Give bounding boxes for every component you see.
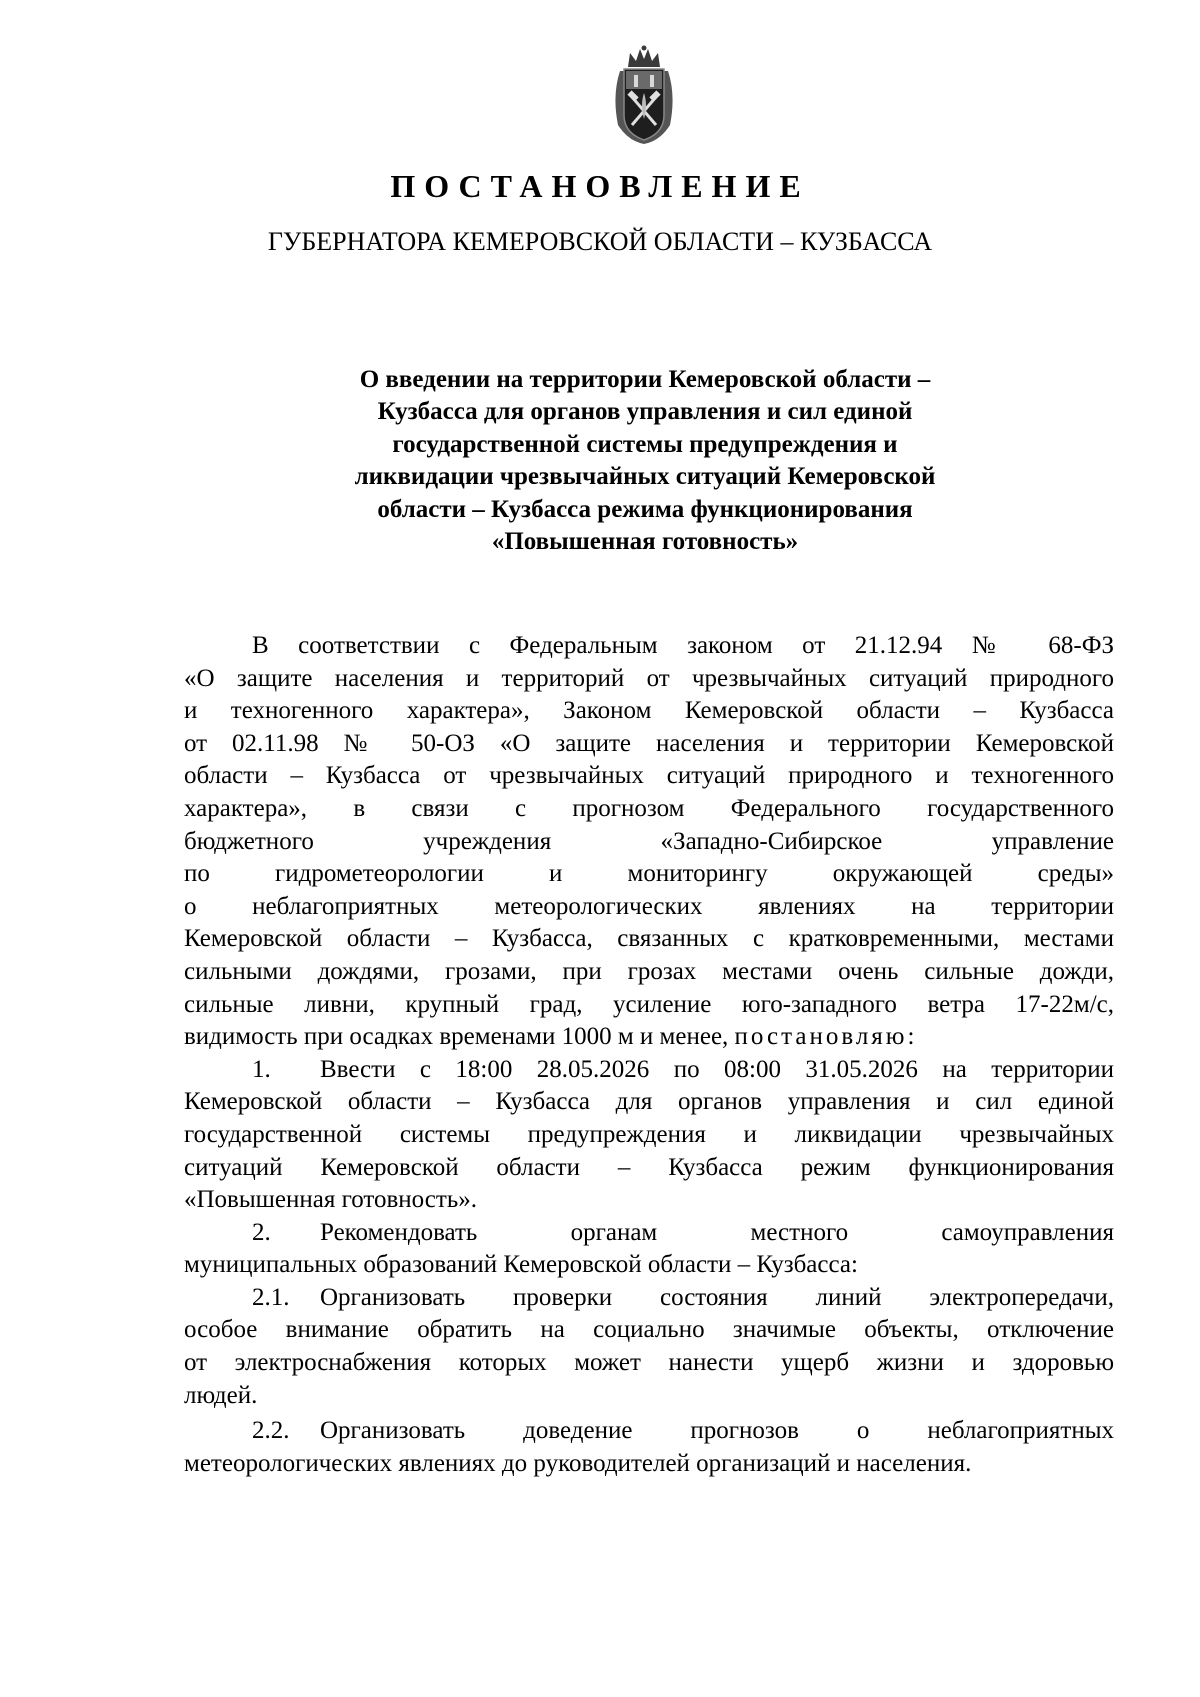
- body-line: сильными дождями, грозами, при грозах местами очень сильные дожди,: [184, 957, 1114, 985]
- body-line: по гидрометеорологии и мониторингу окружающей среды»: [184, 860, 1114, 888]
- body-line: особое внимание обратить на социально значимые объекты, отключение: [184, 1316, 1114, 1344]
- body-line: государственной системы предупреждения и ликвидации чрезвычайных: [184, 1120, 1114, 1148]
- coat-of-arms-icon: [606, 45, 682, 145]
- body-line: от электроснабжения которых может нанести ущерб жизни и здоровью: [184, 1349, 1114, 1377]
- subject-line: О введении на территории Кемеровской области –: [359, 366, 931, 393]
- item-text: Рекомендовать органам местного самоуправления: [320, 1218, 1114, 1246]
- body-line: Кемеровской области – Кузбасса, связанных с кратковременными, местами: [184, 925, 1114, 953]
- body-line: «О защите населения и территорий от чрезвычайных ситуаций природного: [184, 664, 1114, 692]
- body-line: ситуаций Кемеровской области – Кузбасса режим функционирования: [184, 1153, 1114, 1181]
- body-line: о неблагоприятных метеорологических явлениях на территории: [184, 892, 1114, 920]
- item-number: 1.: [252, 1055, 271, 1083]
- document-title: ПОСТАНОВЛЕНИЕ: [390, 168, 810, 204]
- body-line: людей.: [184, 1381, 258, 1409]
- item-2-1-line: [184, 1282, 1114, 1315]
- body-line: области – Кузбасса от чрезвычайных ситуаций природного и техногенного: [184, 762, 1114, 790]
- item-text: Ввести с 18:00 28.05.2026 по 08:00 31.05.2026 на территории: [320, 1055, 1114, 1083]
- document-issuer: ГУБЕРНАТОРА КЕМЕРОВСКОЙ ОБЛАСТИ – КУЗБАССА: [267, 227, 933, 256]
- item-2-2-line: [184, 1415, 1114, 1448]
- item-1-line: [184, 1054, 1114, 1087]
- item-number: 2.1.: [252, 1283, 290, 1311]
- body-line: В соответствии с Федеральным законом от 21.12.94 № 68-ФЗ: [252, 632, 1114, 659]
- body-line: метеорологических явлениях до руководителей организаций и населения.: [184, 1449, 972, 1477]
- body-line: сильные ливни, крупный град, усиление юго-западного ветра 17-22м/с,: [184, 990, 1114, 1018]
- item-number: 2.: [252, 1218, 271, 1246]
- body-line: «Повышенная готовность».: [184, 1186, 477, 1214]
- subject-line: области – Кузбасса режима функционирования: [377, 495, 913, 523]
- body-line-final: [184, 1021, 1114, 1054]
- document-body: [184, 630, 1114, 1480]
- body-line-text: видимость при осадках временами 1000 м и менее,: [184, 1023, 729, 1051]
- subject-line: ликвидации чрезвычайных ситуаций Кемеровской: [354, 463, 936, 491]
- item-text: Организовать доведение прогнозов о неблагоприятных: [320, 1417, 1114, 1445]
- body-line: муниципальных образований Кемеровской области – Кузбасса:: [184, 1251, 858, 1279]
- decree-word: постановляю:: [734, 1023, 918, 1051]
- body-line: Кемеровской области – Кузбасса для органов управления и сил единой: [184, 1088, 1114, 1116]
- body-line: и техногенного характера», Законом Кемеровской области – Кузбасса: [184, 697, 1114, 725]
- item-text: Организовать проверки состояния линий электропередачи,: [320, 1283, 1114, 1311]
- subject-line: Кузбасса для органов управления и сил единой: [377, 398, 913, 426]
- body-line: бюджетного учреждения «Западно-Сибирское управление: [184, 827, 1114, 855]
- subject-line: государственной системы предупреждения и: [392, 430, 898, 458]
- item-number: 2.2.: [252, 1417, 290, 1445]
- item-2-line: [184, 1217, 1114, 1250]
- body-line: характера», в связи с прогнозом Федерального государственного: [184, 794, 1114, 822]
- body-line: от 02.11.98 № 50-ОЗ «О защите населения и территории Кемеровской: [184, 729, 1114, 757]
- document-subject: [250, 364, 1040, 558]
- subject-line: «Повышенная готовность»: [491, 528, 799, 556]
